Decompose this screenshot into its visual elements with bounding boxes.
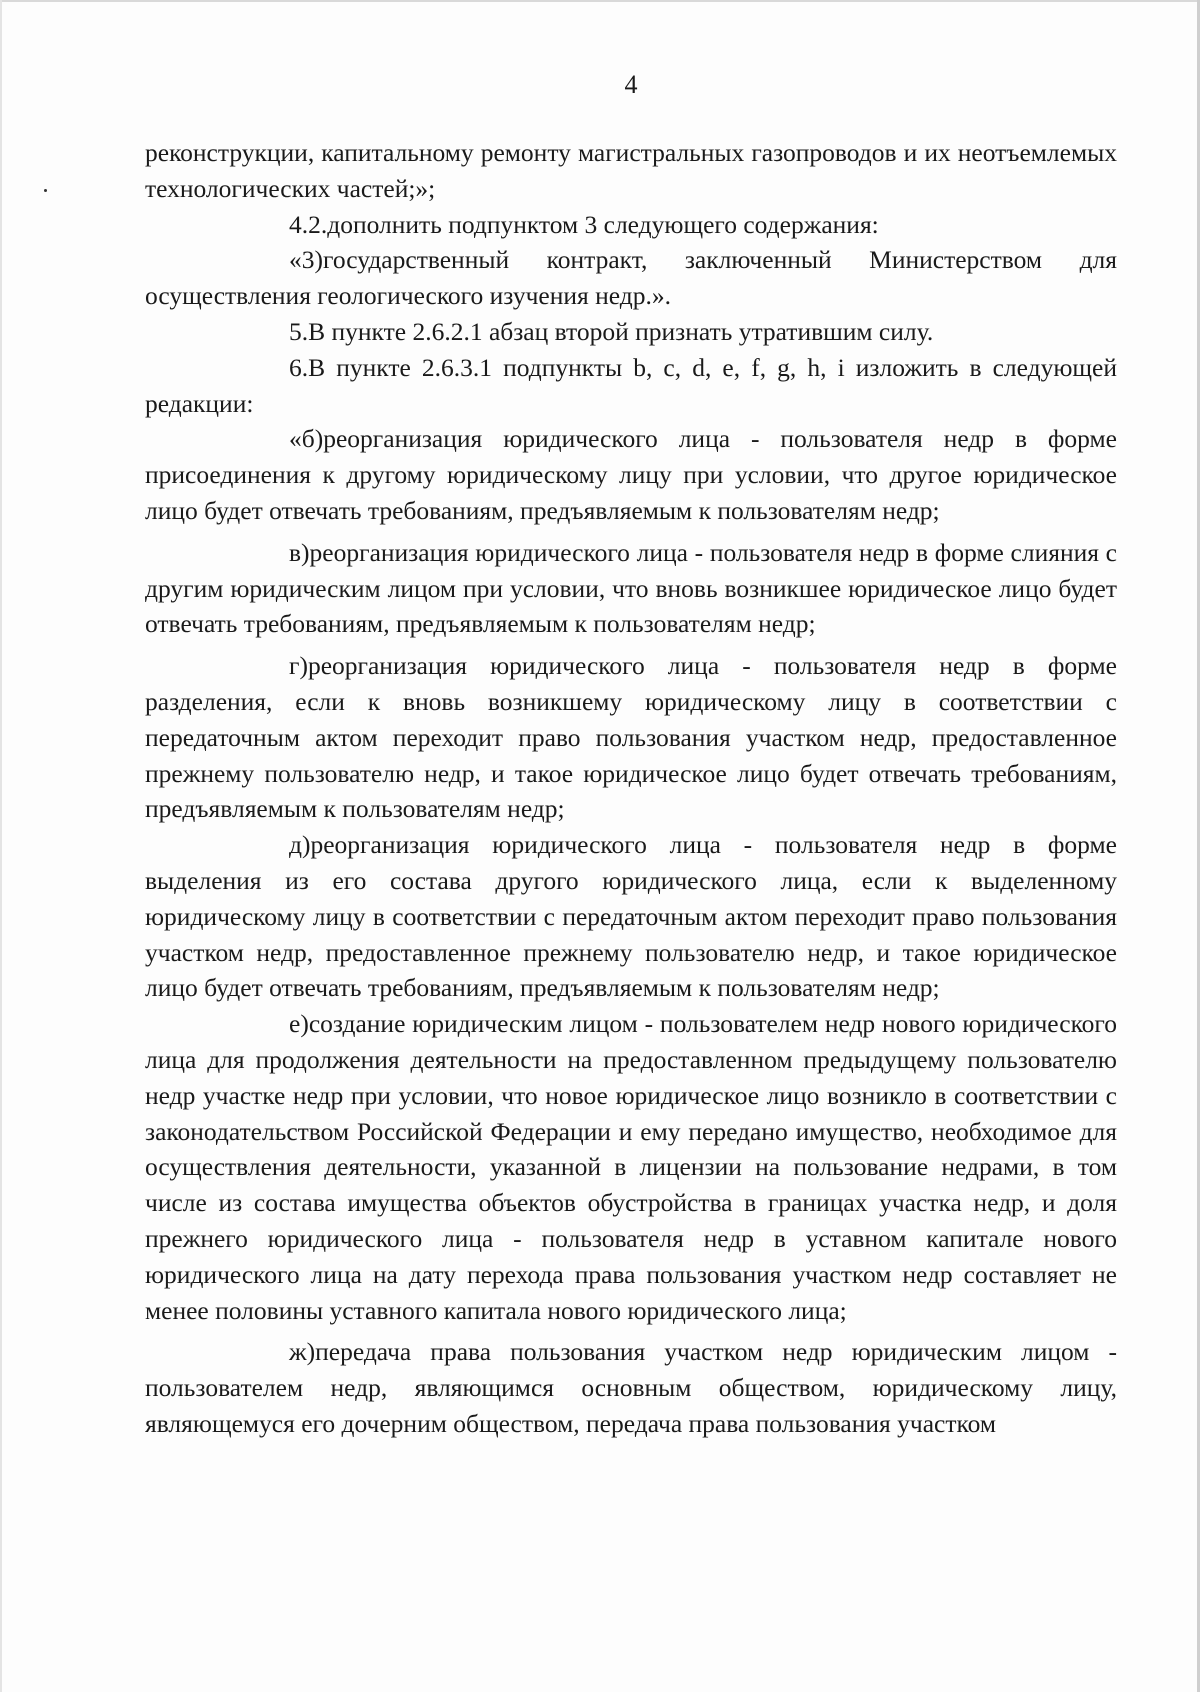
paragraph-subitem-b — [145, 421, 1117, 528]
paragraph-text: В пункте 2.6.2.1 абзац второй признать утратившим силу. — [308, 316, 934, 346]
paragraph-text: реконструкции, капитальному ремонту магистральных газопроводов и их неотъемлемых технологических частей;»; — [145, 138, 1117, 203]
item-label: «б) — [289, 424, 324, 454]
paragraph-text: создание юридическим лицом - пользователем недр нового юридического лица для продолжения деятельности на предоставленном предыдущему пользователю недр участке недр при условии, что новое юридическое лицо возникло в соответствии с законодательством Российской Федерации и ему передано имущество, необходимое для осуществления деятельности, указанной в лицензии на пользование недрами, в том числе из состава имущества объектов обустройства в границах участка недр, и доля прежнего юридического лица - пользователя недр в уставном капитале нового юридического лица на дату перехода права пользования участком недр составляет не менее половины уставного капитала нового юридического лица; — [145, 1009, 1117, 1325]
item-label: д) — [289, 830, 311, 860]
paragraph-text: дополнить подпунктом 3 следующего содержания: — [327, 209, 879, 239]
item-label: «3) — [289, 245, 323, 275]
paragraph-text: реорганизация юридического лица - пользователя недр в форме слияния с другим юридическим лицом при условии, что вновь возникшее юридическое лицо будет отвечать требованиям, предъявляемым к пользователям недр; — [145, 537, 1117, 639]
paragraph-subitem-3 — [145, 242, 1117, 314]
paragraph-text: передача права пользования участком недр юридическим лицом - пользователем недр, являющимся основным обществом, юридическому лицу, являющемуся его дочерним обществом, передача права пользования участком — [145, 1337, 1117, 1438]
item-label: е) — [289, 1009, 309, 1039]
paragraph-subitem-v — [145, 535, 1117, 642]
scan-speck — [44, 189, 47, 192]
scan-edge-left — [0, 0, 2, 1692]
paragraph-text: реорганизация юридического лица - пользователя недр в форме разделения, если к вновь возникшему юридическому лицу в соответствии с передаточным актом переходит право пользования участком недр, предоставленное прежнему пользователю недр, и такое юридическое лицо будет отвечать требованиям, предъявляемым к пользователям недр; — [145, 651, 1117, 824]
paragraph-text: государственный контракт, заключенный Министерством для осуществления геологического изучения недр.». — [145, 245, 1117, 311]
paragraph-6 — [145, 350, 1117, 422]
item-label: в) — [289, 537, 310, 567]
paragraph-4-2 — [145, 207, 1117, 243]
item-label: ж) — [289, 1337, 316, 1367]
paragraph-subitem-g — [145, 648, 1117, 827]
paragraph-subitem-d — [145, 827, 1117, 1006]
paragraph-subitem-zh — [145, 1334, 1117, 1441]
paragraph-subitem-e — [145, 1006, 1117, 1328]
item-label: г) — [289, 651, 308, 681]
document-body — [145, 135, 1117, 1442]
page-number: 4 — [624, 70, 638, 99]
item-label: 4.2. — [289, 209, 328, 239]
paragraph-text: В пункте 2.6.3.1 подпункты b, c, d, e, f, g, h, i изложить в следующей редакции: — [145, 352, 1117, 418]
item-label: 5. — [289, 316, 309, 346]
paragraph-continuation — [145, 135, 1117, 207]
scan-edge-top — [0, 0, 1200, 2]
paragraph-text: реорганизация юридического лица - пользователя недр в форме выделения из его состава другого юридического лица, если к выделенному юридическому лицу в соответствии с передаточным актом переходит право пользования участком недр, предоставленное прежнему пользователю недр, и такое юридическое лицо будет отвечать требованиям, предъявляемым к пользователям недр; — [145, 830, 1117, 1003]
paragraph-5 — [145, 314, 1117, 350]
paragraph-text: реорганизация юридического лица - пользователя недр в форме присоединения к другому юридическому лицу при условии, что другое юридическое лицо будет отвечать требованиям, предъявляемым к пользователям недр; — [145, 424, 1117, 525]
item-label: 6. — [289, 352, 309, 382]
